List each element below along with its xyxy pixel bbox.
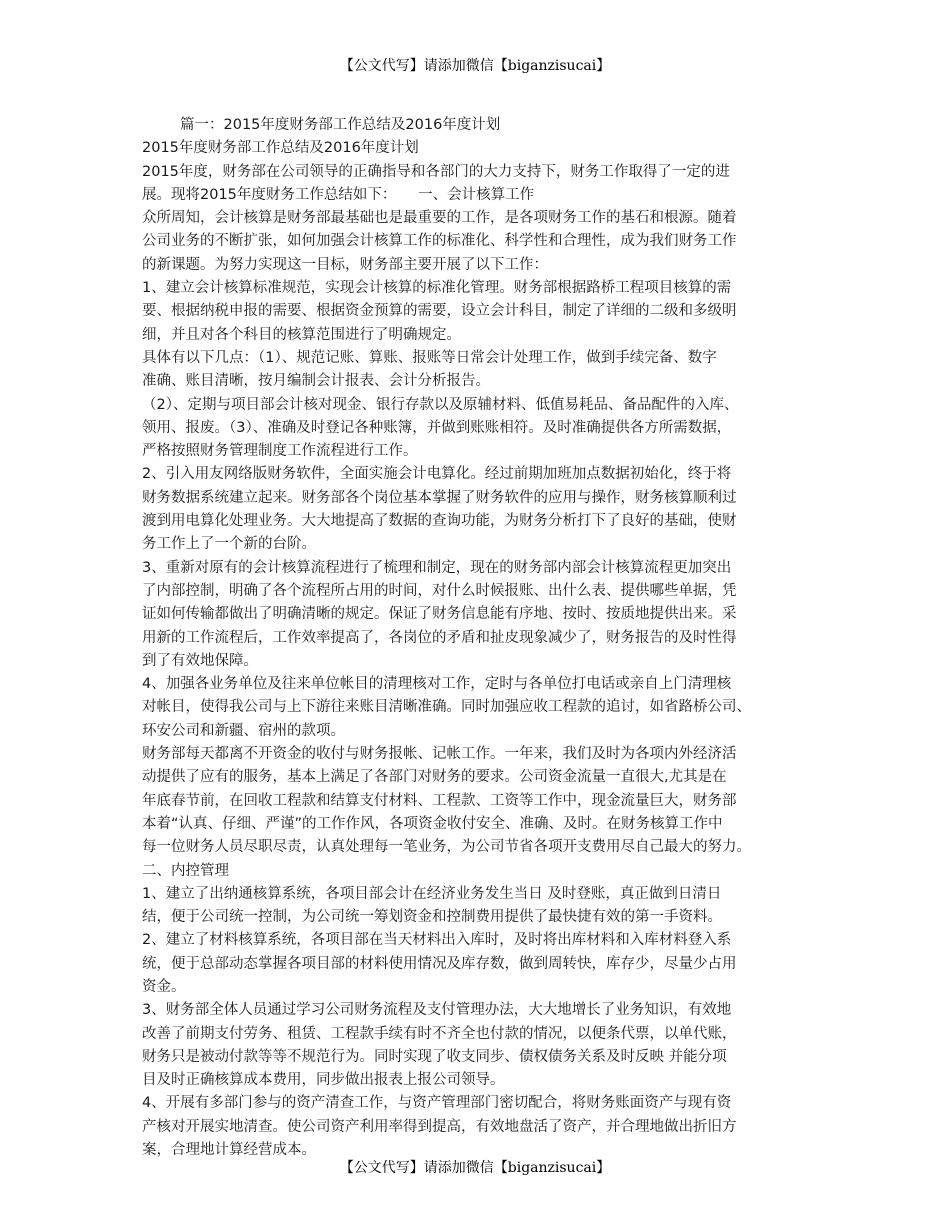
text-line: 的新课题。为努力实现这一目标，财务部主要开展了以下工作： (142, 256, 548, 273)
text-line: 统，便于总部动态掌握各项目部的材料使用情况及库存数，做到周转快，库存少，尽量少占用 (142, 955, 737, 972)
document-title: 2015年度财务部工作总结及2016年度计划 (142, 140, 419, 157)
text-line: 年底春节前，在回收工程款和结算支付材料、工程款、工资等工作中，现金流量巨大，财务部 (142, 792, 737, 809)
text-line: 改善了前期支付劳务、租赁、工程款手续有时不齐全也付款的情况，以便条代票，以单代账， (142, 1025, 737, 1042)
text-line: 务工作上了一个新的台阶。 (142, 536, 316, 553)
text-line: 细，并且对各个科目的核算范围进行了明确规定。 (142, 326, 461, 343)
text-line: 环安公司和新疆、宿州的款项。 (142, 722, 345, 739)
text-line: 2、引入用友网络版财务软件，全面实施会计电算化。经过前期加班加点数据初始化，终于将 (142, 466, 732, 483)
text-line: 严格按照财务管理制度工作流程进行工作。 (142, 443, 418, 460)
text-line: 案，合理地计算经营成本。 (142, 1142, 316, 1159)
text-line: 4、加强各业务单位及往来单位帐目的清理核对工作，定时与各单位打电话或亲自上门清理核 (142, 676, 732, 693)
text-line: 2015年度，财务部在公司领导的正确指导和各部门的大力支持下，财务工作取得了一定的进 (142, 163, 730, 180)
text-line: 资金。 (142, 978, 186, 995)
text-line: 具体有以下几点：（1）、规范记账、算账、报账等日常会计处理工作，做到手续完备、数字 (142, 349, 717, 366)
text-line: （2）、定期与项目部会计核对现金、银行存款以及原辅材料、低值易耗品、备品配件的入库、 (142, 396, 739, 413)
text-line: 产核对开展实地清查。使公司资产利用率得到提高，有效地盘活了资产，并合理地做出折旧方 (142, 1118, 737, 1135)
text-line: 3、财务部全体人员通过学习公司财务流程及支付管理办法，大大地增长了业务知识，有效地 (142, 1002, 732, 1019)
section-title: 篇一：2015年度财务部工作总结及2016年度计划 (180, 117, 501, 133)
text-line: 财务只是被动付款等等不规范行为。同时实现了收支同步、债权债务关系及时反映 并能分项 (142, 1048, 727, 1065)
section-heading: 二、内控管理 (142, 862, 229, 879)
text-line: 目及时正确核算成本费用，同步做出报表上报公司领导。 (142, 1072, 505, 1089)
text-line: 本着“认真、仔细、严谨”的工作作风，各项资金收付安全、准确、及时。在财务核算工作中 (142, 815, 723, 832)
text-line: 渡到用电算化处理业务。大大地提高了数据的查询功能，为财务分析打下了良好的基础，使财 (142, 513, 737, 530)
text-line: 公司业务的不断扩张，如何加强会计核算工作的标准化、科学性和合理性，成为我们财务工作 (142, 233, 737, 250)
page-header: 【公文代写】请添加微信【biganzisucai】 (339, 58, 611, 74)
page-footer: 【公文代写】请添加微信【biganzisucai】 (339, 1160, 611, 1176)
text-line: 2、建立了材料核算系统，各项目部在当天材料出入库时，及时将出库材料和入库材料登入系 (142, 932, 732, 949)
text-line: 结，便于公司统一控制，为公司统一筹划资金和控制费用提供了最快捷有效的第一手资料。 (142, 909, 722, 926)
text-line: 了内部控制，明确了各个流程所占用的时间，对什么时候报账、出什么表、提供哪些单据，凭 (142, 582, 737, 599)
text-line: 1、建立会计核算标准规范，实现会计核算的标准化管理。财务部根据路桥工程项目核算的需 (142, 280, 732, 297)
text-line: 财务部每天都离不开资金的收付与财务报帐、记帐工作。一年来，我们及时为各项内外经济活 (142, 746, 737, 763)
text-line: 准确、账目清晰，按月编制会计报表、会计分析报告。 (142, 373, 490, 390)
text-line: 要、根据纳税申报的需要、根据资金预算的需要，设立会计科目，制定了详细的二级和多级明 (142, 303, 737, 320)
text-line: 用新的工作流程后，工作效率提高了，各岗位的矛盾和扯皮现象减少了，财务报告的及时性得 (142, 629, 737, 646)
text-line: 动提供了应有的服务，基本上满足了各部门对财务的要求。公司资金流量一直很大,尤其是在 (142, 769, 727, 786)
text-line: 展。现将2015年度财务工作总结如下： 一、会计核算工作 (142, 186, 535, 203)
document-body (142, 114, 822, 1162)
text-line: 领用、报废。（3）、准确及时登记各种账簿，并做到账账相符。及时准确提供各方所需数据， (142, 419, 732, 436)
text-line: 财务数据系统建立起来。财务部各个岗位基本掌握了财务软件的应用与操作，财务核算顺利过 (142, 489, 737, 506)
text-line: 到了有效地保障。 (142, 652, 258, 669)
text-line: 每一位财务人员尽职尽责，认真处理每一笔业务，为公司节省各项开支费用尽自己最大的努力。 (142, 839, 751, 856)
text-line: 证如何传输都做出了明确清晰的规定。保证了财务信息能有序地、按时、按质地提供出来。采 (142, 606, 737, 623)
text-line: 对帐目，使得我公司与上下游往来账目清晰准确。同时加强应收工程款的追讨，如省路桥公司、 (142, 699, 751, 716)
text-line: 4、开展有多部门参与的资产清查工作，与资产管理部门密切配合，将财务账面资产与现有资 (142, 1095, 732, 1112)
text-line: 众所周知，会计核算是财务部最基础也是最重要的工作，是各项财务工作的基石和根源。随着 (142, 210, 737, 227)
text-line: 3、重新对原有的会计核算流程进行了梳理和制定，现在的财务部内部会计核算流程更加突出 (142, 559, 732, 576)
text-line: 1、建立了出纳通核算系统，各项目部会计在经济业务发生当日 及时登账，真正做到日清日 (142, 885, 722, 902)
